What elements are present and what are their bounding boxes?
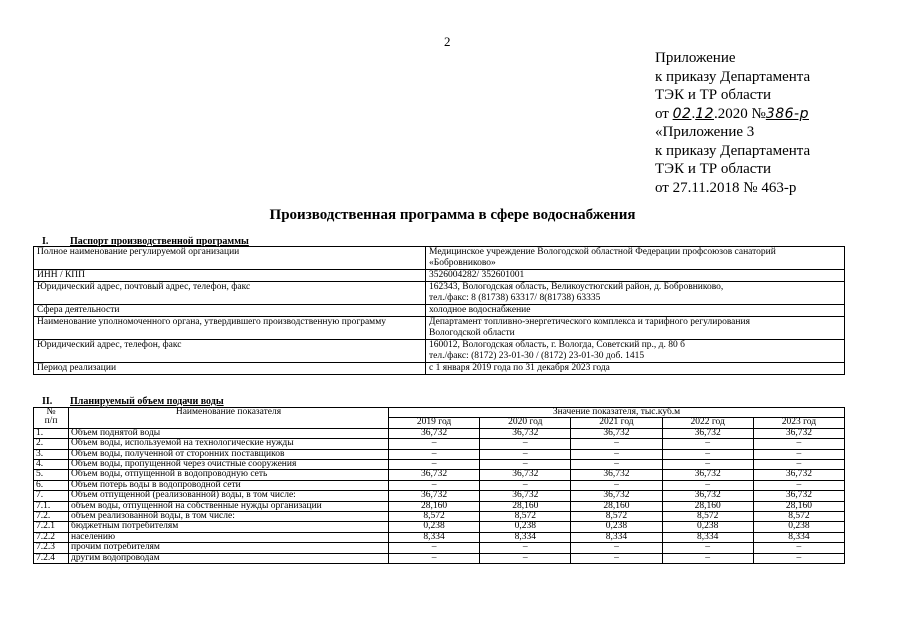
table-row (34, 439, 845, 449)
row-value: – (389, 553, 480, 563)
appendix-line: ТЭК и ТР области (655, 161, 771, 177)
appendix-line: ТЭК и ТР области (655, 87, 771, 103)
header-num (34, 408, 69, 429)
date-year: .2020 № (714, 105, 766, 122)
passport-value-line: тел./факс: 8 (81738) 63317/ 8(81738) 63335 (429, 293, 601, 303)
row-name: Объем потерь воды в водопроводной сети (69, 480, 389, 490)
passport-label: Юридический адрес, почтовый адрес, телефон, факс (34, 282, 426, 305)
row-value: 8,572 (571, 512, 662, 522)
row-name: населению (69, 532, 389, 542)
row-name: прочим потребителям (69, 543, 389, 553)
table-row (34, 543, 845, 553)
row-name: Объем поднятой воды (69, 428, 389, 438)
passport-value-line: тел./факс: (8172) 23-01-30 / (8172) 23-01-30 доб. 1415 (429, 351, 645, 361)
row-value: – (389, 439, 480, 449)
row-value: – (389, 460, 480, 470)
row-name: Объем отпущенной (реализованной) воды, в том числе: (69, 491, 389, 501)
row-value: – (662, 439, 753, 449)
row-name: бюджетным потребителям (69, 522, 389, 532)
row-value: 8,334 (389, 532, 480, 542)
document-title: Производственная программа в сфере водоснабжения (269, 207, 636, 223)
table-row (34, 449, 845, 459)
passport-value-line: Медицинское учреждение Вологодской областной Федерации профсоюзов санаторий (429, 247, 776, 257)
passport-value-line: Департамент топливно-энергетического комплекса и тарифного регулирования (429, 317, 750, 327)
table-row (34, 522, 845, 532)
row-value: – (662, 543, 753, 553)
header-values: Значение показателя, тыс.куб.м (389, 408, 845, 418)
header-year: 2022 год (662, 418, 753, 428)
appendix-block (655, 49, 810, 197)
row-value: 0,238 (480, 522, 571, 532)
header-name: Наименование показателя (69, 408, 389, 429)
row-value: – (753, 480, 844, 490)
appendix-line: к приказу Департамента (655, 142, 811, 159)
appendix-line: Приложение (655, 50, 736, 66)
header-year: 2023 год (753, 418, 844, 428)
row-name: Объем воды, пропущенной через очистные сооружения (69, 460, 389, 470)
appendix-line: к приказу Департамента (655, 68, 811, 85)
row-value: 36,732 (571, 428, 662, 438)
row-value: – (753, 553, 844, 563)
row-number: 7. (34, 491, 69, 501)
row-value: 36,732 (662, 491, 753, 501)
passport-row (34, 305, 845, 317)
row-number: 1. (34, 428, 69, 438)
row-value: – (571, 553, 662, 563)
row-value: 36,732 (753, 470, 844, 480)
row-value: 8,334 (662, 532, 753, 542)
row-value: 36,732 (480, 470, 571, 480)
row-name: Объем воды, используемой на технологические нужды (69, 439, 389, 449)
header-year: 2021 год (571, 418, 662, 428)
row-value: – (389, 480, 480, 490)
passport-row (34, 247, 845, 270)
passport-value (426, 363, 845, 375)
row-value: – (753, 439, 844, 449)
row-name: другим водопроводам (69, 553, 389, 563)
passport-row (34, 270, 845, 282)
row-number: 5. (34, 470, 69, 480)
row-name: объем реализованной воды, в том числе: (69, 512, 389, 522)
appendix-line: «Приложение 3 (655, 124, 755, 140)
row-value: 28,160 (753, 501, 844, 511)
row-value: – (571, 439, 662, 449)
table-row (34, 501, 845, 511)
section-2-heading (42, 396, 224, 407)
row-value: – (571, 449, 662, 459)
handwritten-month: 12 (695, 105, 715, 122)
row-number: 2. (34, 439, 69, 449)
table-header-row (34, 408, 845, 418)
row-value: 0,238 (662, 522, 753, 532)
passport-value-line: холодное водоснабжение (429, 305, 531, 315)
row-value: 36,732 (571, 470, 662, 480)
row-number: 4. (34, 460, 69, 470)
water-volume-table (33, 407, 845, 564)
row-value: 8,572 (662, 512, 753, 522)
row-value: 8,334 (571, 532, 662, 542)
row-number: 7.2.4 (34, 553, 69, 563)
table-row (34, 491, 845, 501)
row-value: – (480, 449, 571, 459)
passport-value-line: 3526004282/ 352601001 (429, 270, 525, 280)
header-year: 2019 год (389, 418, 480, 428)
passport-label: Сфера деятельности (34, 305, 426, 317)
row-value: 36,732 (662, 428, 753, 438)
row-number: 7.2. (34, 512, 69, 522)
row-value: – (753, 543, 844, 553)
passport-value (426, 305, 845, 317)
handwritten-day: 02 (672, 105, 692, 122)
row-value: 36,732 (753, 428, 844, 438)
row-value: – (389, 449, 480, 459)
section-number: I. (42, 236, 49, 247)
appendix-date-line (655, 105, 810, 124)
row-number: 6. (34, 480, 69, 490)
appendix-line: от 27.11.2018 № 463-р (655, 179, 797, 196)
row-number: 3. (34, 449, 69, 459)
row-value: 36,732 (571, 491, 662, 501)
row-name: объем воды, отпущенной на собственные нужды организации (69, 501, 389, 511)
row-value: 28,160 (480, 501, 571, 511)
row-value: – (571, 543, 662, 553)
passport-row (34, 340, 845, 363)
row-value: – (480, 439, 571, 449)
section-number: II. (42, 396, 53, 407)
row-value: – (389, 543, 480, 553)
row-value: 36,732 (753, 491, 844, 501)
passport-label: ИНН / КПП (34, 270, 426, 282)
passport-value-line: 162343, Вологодская область, Великоустюгский район, д. Бобровниково, (429, 282, 724, 292)
row-value: 36,732 (480, 491, 571, 501)
passport-value (426, 317, 845, 340)
row-name: Объем воды, полученной от сторонних поставщиков (69, 449, 389, 459)
passport-label: Полное наименование регулируемой организации (34, 247, 426, 270)
row-number: 7.2.1 (34, 522, 69, 532)
passport-row (34, 363, 845, 375)
passport-value (426, 282, 845, 305)
row-number: 7.2.3 (34, 543, 69, 553)
section-title: Планируемый объем подачи воды (70, 396, 224, 407)
row-value: – (480, 480, 571, 490)
appendix-date-prefix: от (655, 105, 669, 122)
row-value: – (662, 480, 753, 490)
row-value: 8,572 (480, 512, 571, 522)
row-value: – (753, 449, 844, 459)
row-value: – (480, 543, 571, 553)
handwritten-order-number: 386-р (765, 105, 809, 122)
row-value: 0,238 (571, 522, 662, 532)
row-value: 28,160 (662, 501, 753, 511)
date-separator: . (691, 105, 696, 122)
row-value: – (480, 553, 571, 563)
passport-value (426, 247, 845, 270)
table-row (34, 470, 845, 480)
passport-value-line: «Бобровниково» (429, 258, 496, 268)
passport-label: Период реализации (34, 363, 426, 375)
header-num-line1: № (46, 407, 56, 417)
passport-value-line: 160012, Вологодская область, г. Вологда, Советский пр., д. 80 б (429, 340, 685, 350)
row-number: 7.1. (34, 501, 69, 511)
row-value: – (662, 460, 753, 470)
passport-row (34, 317, 845, 340)
row-value: – (662, 553, 753, 563)
passport-value-line: с 1 января 2019 года по 31 декабря 2023 года (429, 363, 610, 373)
row-value: – (753, 460, 844, 470)
passport-value (426, 340, 845, 363)
row-value: 8,334 (753, 532, 844, 542)
passport-table (33, 246, 845, 375)
passport-value-line: Вологодской области (429, 328, 515, 338)
header-num-line2: п/п (44, 416, 58, 427)
header-year: 2020 год (480, 418, 571, 428)
row-value: 28,160 (571, 501, 662, 511)
passport-row (34, 282, 845, 305)
row-value: 28,160 (389, 501, 480, 511)
row-name: Объем воды, отпущенной в водопроводную сеть (69, 470, 389, 480)
row-value: – (480, 460, 571, 470)
row-value: 36,732 (389, 491, 480, 501)
row-value: 8,334 (480, 532, 571, 542)
passport-label: Юридический адрес, телефон, факс (34, 340, 426, 363)
row-value: 0,238 (753, 522, 844, 532)
table-row (34, 553, 845, 563)
row-value: – (662, 449, 753, 459)
row-number: 7.2.2 (34, 532, 69, 542)
row-value: – (571, 460, 662, 470)
page-number: 2 (444, 34, 451, 49)
row-value: 36,732 (480, 428, 571, 438)
row-value: 8,572 (753, 512, 844, 522)
row-value: 36,732 (662, 470, 753, 480)
row-value: 8,572 (389, 512, 480, 522)
row-value: 0,238 (389, 522, 480, 532)
row-value: – (571, 480, 662, 490)
passport-label: Наименование уполномоченного органа, утвердившего производственную программу (34, 317, 426, 340)
row-value: 36,732 (389, 470, 480, 480)
section-title: Паспорт производственной программы (70, 236, 249, 247)
passport-value (426, 270, 845, 282)
row-value: 36,732 (389, 428, 480, 438)
